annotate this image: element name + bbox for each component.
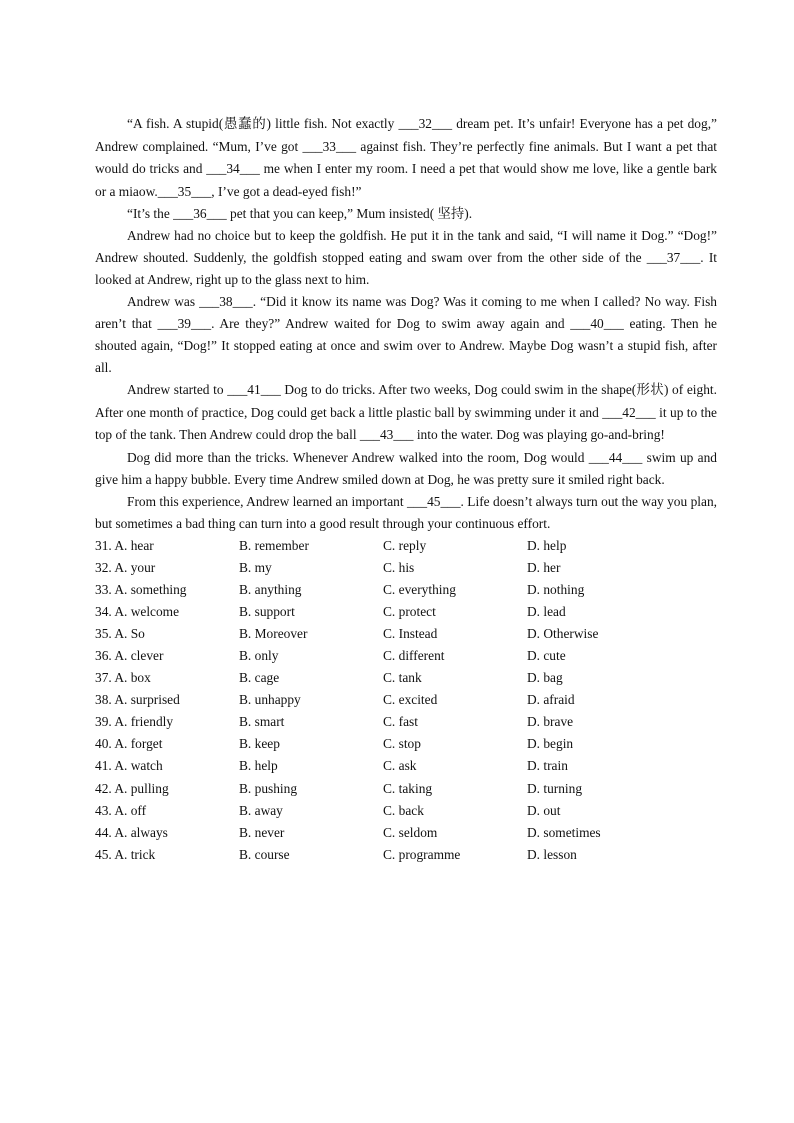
option-d: D. train	[527, 758, 568, 774]
document-page	[95, 113, 717, 866]
option-c: C. taking	[383, 780, 433, 796]
option-c: C. seldom	[383, 824, 438, 840]
cloze-passage	[95, 113, 717, 535]
answer-options	[95, 535, 717, 866]
question-row-36	[95, 645, 717, 667]
option-a: 33. A. something	[95, 581, 187, 597]
question-row-43	[95, 800, 717, 822]
option-b: B. away	[239, 802, 283, 818]
option-d: D. lesson	[527, 846, 577, 862]
paragraph-1: “A fish. A stupid(愚蠢的) little fish. Not exactly ___32___ dream pet. It’s unfair! Everyone has a pet dog,” Andrew complained. “Mum, I’ve got ___33___ against fish. They’re perfectly fine animals. But I want a pet that would do tricks and ___34___ me when I enter my room. I need a pet that would show me love, like a gentle bark or a miaow.___35___, I’ve got a dead-eyed fish!”	[95, 116, 717, 199]
option-b: B. remember	[239, 537, 309, 553]
option-c: C. programme	[383, 846, 461, 862]
option-d: D. brave	[527, 714, 574, 730]
paragraph-6: Dog did more than the tricks. Whenever Andrew walked into the room, Dog would ___44___ swim up and give him a happy bubble. Every time Andrew smiled down at Dog, he was pretty sure it smiled right back.	[95, 449, 717, 487]
option-d: D. turning	[527, 780, 583, 796]
paragraph-2: “It’s the ___36___ pet that you can keep,” Mum insisted( 坚持).	[127, 206, 473, 221]
question-row-39	[95, 711, 717, 733]
paragraph-5: Andrew started to ___41___ Dog to do tricks. After two weeks, Dog could swim in the shape(形状) of eight. After one month of practice, Dog could get back a little plastic ball by swimming under it and ___42___ it up to the top of the tank. Then Andrew could drop the ball ___43___ into the water. Dog was playing go-and-bring!	[95, 382, 717, 442]
option-a: 34. A. welcome	[95, 603, 180, 619]
question-row-37	[95, 667, 717, 689]
paragraph-7: From this experience, Andrew learned an important ___45___. Life doesn’t always turn out the way you plan, but sometimes a bad thing can turn into a good result through your continuous effort.	[95, 493, 717, 531]
option-b: B. anything	[239, 581, 302, 597]
option-a: 37. A. box	[95, 670, 151, 686]
question-row-42	[95, 778, 717, 800]
option-a: 45. A. trick	[95, 846, 156, 862]
question-row-35	[95, 623, 717, 645]
option-b: B. smart	[239, 714, 285, 730]
option-d: D. bag	[527, 670, 563, 686]
option-c: C. back	[383, 802, 424, 818]
option-a: 44. A. always	[95, 824, 168, 840]
question-row-45	[95, 844, 717, 866]
option-b: B. course	[239, 846, 290, 862]
question-row-32	[95, 557, 717, 579]
option-b: B. my	[239, 559, 272, 575]
question-row-38	[95, 689, 717, 711]
option-b: B. unhappy	[239, 692, 301, 708]
option-a: 32. A. your	[95, 559, 156, 575]
paragraph-4: Andrew was ___38___. “Did it know its name was Dog? Was it coming to me when I called? No way. Fish aren’t that ___39___. Are they?” Andrew waited for Dog to swim away again and ___40___ eating. Then he shouted again, “Dog!” It stopped eating at once and swim over to Andrew. Maybe Dog wasn’t a stupid fish, after all.	[95, 294, 717, 375]
question-row-34	[95, 601, 717, 623]
option-d: D. sometimes	[527, 824, 601, 840]
option-d: D. begin	[527, 736, 574, 752]
option-b: B. cage	[239, 670, 280, 686]
option-a: 40. A. forget	[95, 736, 163, 752]
option-d: D. out	[527, 802, 561, 818]
option-c: C. tank	[383, 670, 422, 686]
option-c: C. everything	[383, 581, 456, 597]
option-c: C. Instead	[383, 625, 438, 641]
option-d: D. lead	[527, 603, 566, 619]
question-row-41	[95, 755, 717, 777]
option-d: D. Otherwise	[527, 625, 599, 641]
option-d: D. nothing	[527, 581, 585, 597]
option-a: 35. A. So	[95, 625, 145, 641]
option-c: C. ask	[383, 758, 417, 774]
option-b: B. only	[239, 647, 279, 663]
paragraph-3: Andrew had no choice but to keep the goldfish. He put it in the tank and said, “I will name it Dog.” “Dog!” Andrew shouted. Suddenly, the goldfish stopped eating and swam over from the other side of the ___37___. It looked at Andrew, right up to the glass next to him.	[95, 228, 717, 287]
option-b: B. never	[239, 824, 285, 840]
option-d: D. help	[527, 537, 567, 553]
option-d: D. cute	[527, 647, 566, 663]
option-b: B. pushing	[239, 780, 298, 796]
option-a: 41. A. watch	[95, 758, 163, 774]
option-a: 38. A. surprised	[95, 692, 180, 708]
option-c: C. reply	[383, 537, 427, 553]
option-b: B. keep	[239, 736, 280, 752]
question-row-33	[95, 579, 717, 601]
question-row-44	[95, 822, 717, 844]
option-a: 36. A. clever	[95, 647, 164, 663]
question-row-31	[95, 535, 717, 557]
option-d: D. afraid	[527, 692, 575, 708]
question-row-40	[95, 733, 717, 755]
option-a: 39. A. friendly	[95, 714, 174, 730]
option-c: C. fast	[383, 714, 418, 730]
option-a: 31. A. hear	[95, 537, 154, 553]
option-d: D. her	[527, 559, 561, 575]
option-b: B. help	[239, 758, 278, 774]
option-a: 43. A. off	[95, 802, 147, 818]
option-a: 42. A. pulling	[95, 780, 169, 796]
option-c: C. different	[383, 647, 445, 663]
option-c: C. his	[383, 559, 415, 575]
option-b: B. support	[239, 603, 295, 619]
option-b: B. Moreover	[239, 625, 308, 641]
option-c: C. stop	[383, 736, 421, 752]
option-c: C. excited	[383, 692, 438, 708]
option-c: C. protect	[383, 603, 436, 619]
